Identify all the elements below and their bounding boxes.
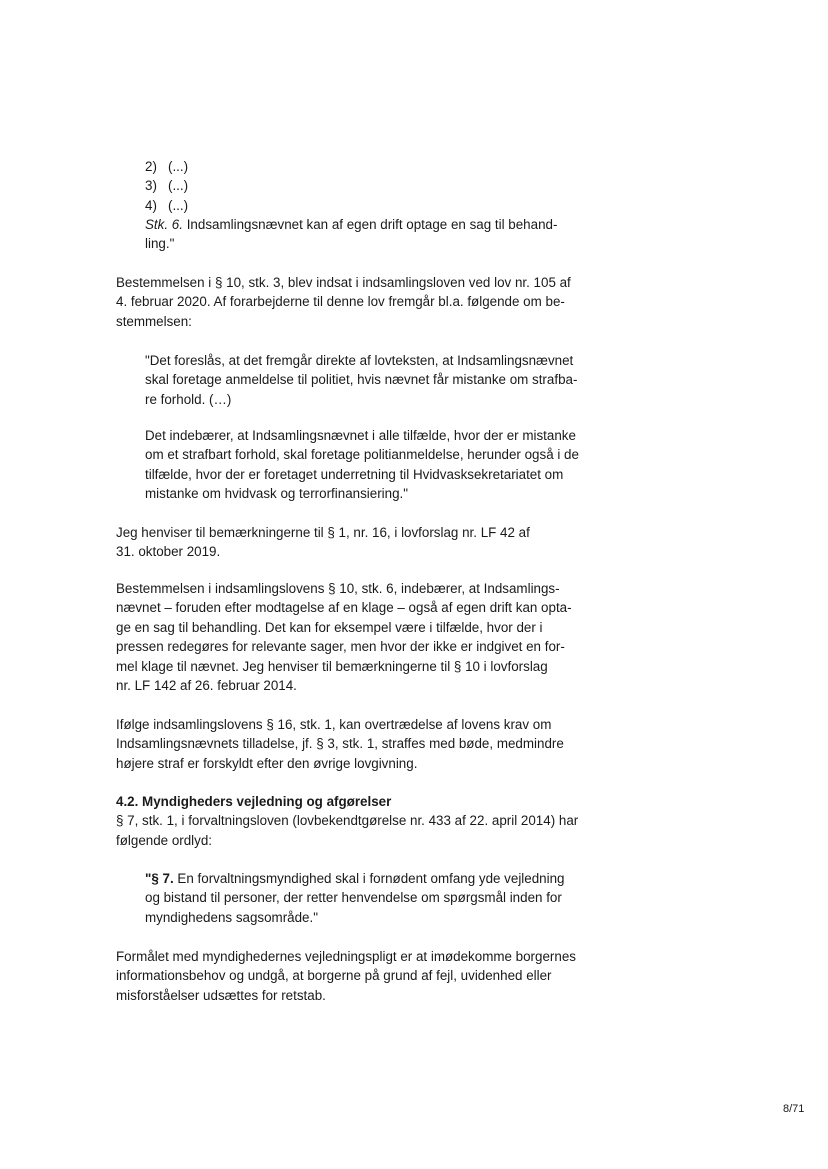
- list-item: 2) (...): [145, 159, 189, 174]
- quote-block-2: Det indebærer, at Indsamlingsnævnet i alle tilfælde, hvor der er mistanke om et strafbart forhold, skal foretage politianmeldelse, herunder også i de tilfælde, hvor der er foretaget underretning til Hvidvasksekretariatet om mistanke om hvidvask og terrorfinansiering.": [145, 428, 579, 502]
- paragraph-2: Jeg henviser til bemærkningerne til § 1, nr. 16, i lovforslag nr. LF 42 af 31. oktober 2019.: [116, 525, 530, 560]
- paragraph-5: Formålet med myndighedernes vejledningspligt er at imødekomme borgernes informationsbehov og undgå, at borgerne på grund af fejl, uvidenhed eller misforståelser udsættes for retstab.: [116, 949, 576, 1003]
- list-item: 3) (...): [145, 178, 189, 194]
- paragraph-3: Bestemmelsen i indsamlingslovens § 10, stk. 6, indebærer, at Indsamlings- nævnet – foruden efter modtagelse af en klage – også af egen drift kan opta- ge en sag til behandling. Det kan for eksempel være i tilfælde, hvor der i pressen redegøres for relevante sager, men hvor der ikke er indgivet en for- mel klage til nævnet. Jeg henviser til bemærkningerne til § 10 i lovforslag nr. LF 142 af 26. februar 2014.: [116, 581, 572, 694]
- list-item: 4) (...): [145, 197, 189, 213]
- quote-block-3: "§ 7. En forvaltningsmyndighed skal i fornødent omfang yde vejledning og bistand til personer, der retter henvendelse om spørgsmål inden for myndighedens sagsområde.": [145, 871, 565, 925]
- quote-block-1: "Det foreslås, at det fremgår direkte af lovteksten, at Indsamlingsnævnet skal foretage anmeldelse til politiet, hvis nævnet får mistanke om strafba- re forhold. (…): [145, 353, 578, 407]
- paragraph-4: Ifølge indsamlingslovens § 16, stk. 1, kan overtrædelse af lovens krav om Indsamlingsnævnets tilladelse, jf. § 3, stk. 1, straffes med bøde, medmindre højere straf er forskyldt efter den øvrige lovgivning.: [116, 717, 564, 771]
- page-number: 8/71: [783, 1103, 805, 1115]
- stk6-paragraph: Stk. 6. Indsamlingsnævnet kan af egen drift optage en sag til behand- ling.": [145, 217, 558, 252]
- quote-list: [145, 157, 188, 215]
- section-4-2: 4.2. Myndigheders vejledning og afgørelser § 7, stk. 1, i forvaltningsloven (lovbekendtgørelse nr. 433 af 22. april 2014) har følgende ordlyd:: [116, 794, 579, 848]
- section-heading: 4.2. Myndigheders vejledning og afgørelser: [116, 794, 392, 809]
- paragraph-1: Bestemmelsen i § 10, stk. 3, blev indsat i indsamlingsloven ved lov nr. 105 af 4. februar 2020. Af forarbejderne til denne lov fremgår bl.a. følgende om be- stemmelsen:: [116, 275, 571, 329]
- stk6-label: Stk. 6.: [145, 217, 183, 232]
- quote3-label: "§ 7.: [145, 871, 174, 886]
